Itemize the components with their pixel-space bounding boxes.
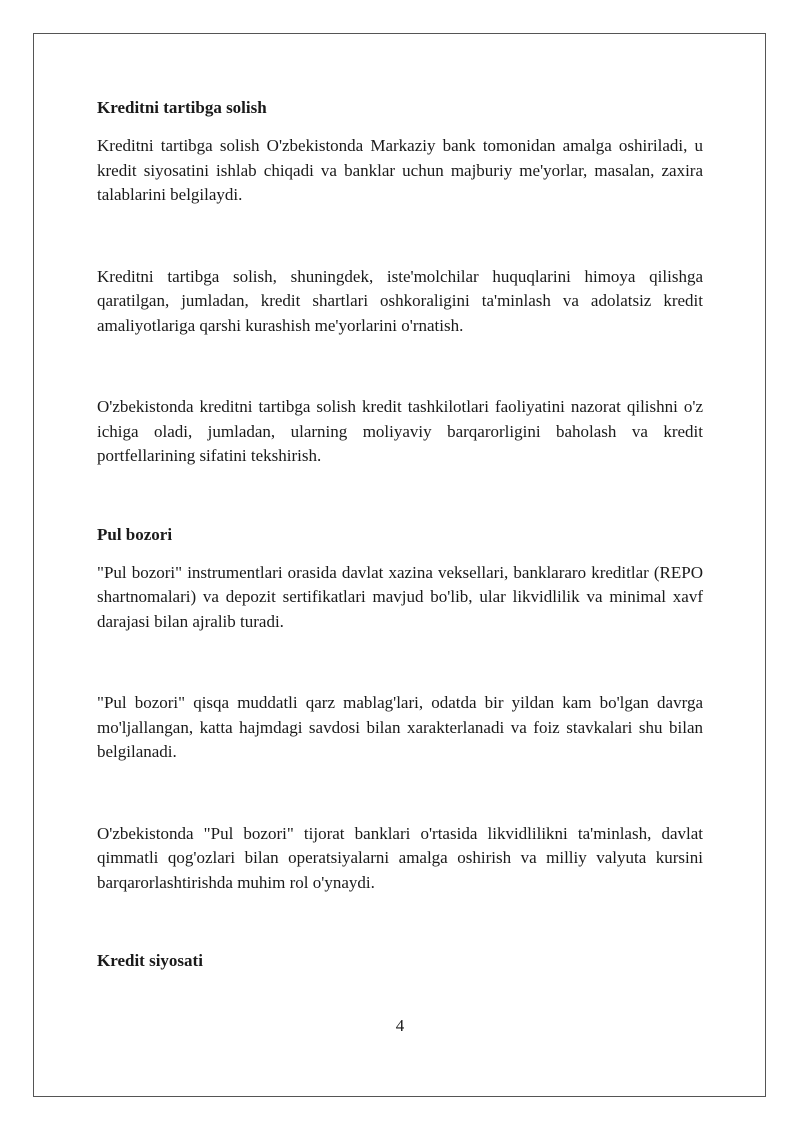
- paragraph: Kreditni tartibga solish, shuningdek, iste'molchilar huquqlarini himoya qilishga qaratilgan, jumladan, kredit shartlari oshkoraligini ta'minlash va adolatsiz kredit amaliyotlariga qarshi kurashish me'yorlarini o'rnatish.: [97, 266, 703, 335]
- section-heading-kreditni-tartibga-solish: Kreditni tartibga solish: [97, 98, 267, 117]
- page-number: 4: [395, 1016, 405, 1035]
- document-body: [97, 96, 703, 987]
- paragraph: O'zbekistonda kreditni tartibga solish kredit tashkilotlari faoliyatini nazorat qilishni o'z ichiga oladi, jumladan, ularning moliyaviy barqarorligini baholash va kredit portfellarining sifatini tekshirish.: [97, 397, 703, 465]
- paragraph: "Pul bozori" instrumentlari orasida davlat xazina veksellari, banklararo kreditlar (REPO shartnomalari) va depozit sertifikatlari mavjud bo'lib, ular likvidlilik va minimal xavf darajasi bilan ajralib turadi.: [97, 562, 703, 631]
- paragraph: "Pul bozori" qisqa muddatli qarz mablag'lari, odatda bir yildan kam bo'lgan davrga mo'ljallangan, katta hajmdagi savdosi bilan xarakterlanadi va foiz stavkalari shu bilan belgilanadi.: [97, 693, 703, 761]
- paragraph: O'zbekistonda "Pul bozori" tijorat banklari o'rtasida likvidlilikni ta'minlash, davlat qimmatli qog'ozlari bilan operatsiyalarni amalga oshirish va milliy valyuta kursini barqarorlashtirishda muhim rol o'ynaydi.: [97, 823, 703, 892]
- section-heading-pul-bozori: Pul bozori: [97, 524, 173, 544]
- paragraph: Kreditni tartibga solish O'zbekistonda Markaziy bank tomonidan amalga oshiriladi, u kredit siyosatini ishlab chiqadi va banklar uchun majburiy me'yorlar, masalan, zaxira talablarini belgilaydi.: [97, 136, 703, 204]
- section-heading-kredit-siyosati: Kredit siyosati: [97, 951, 203, 970]
